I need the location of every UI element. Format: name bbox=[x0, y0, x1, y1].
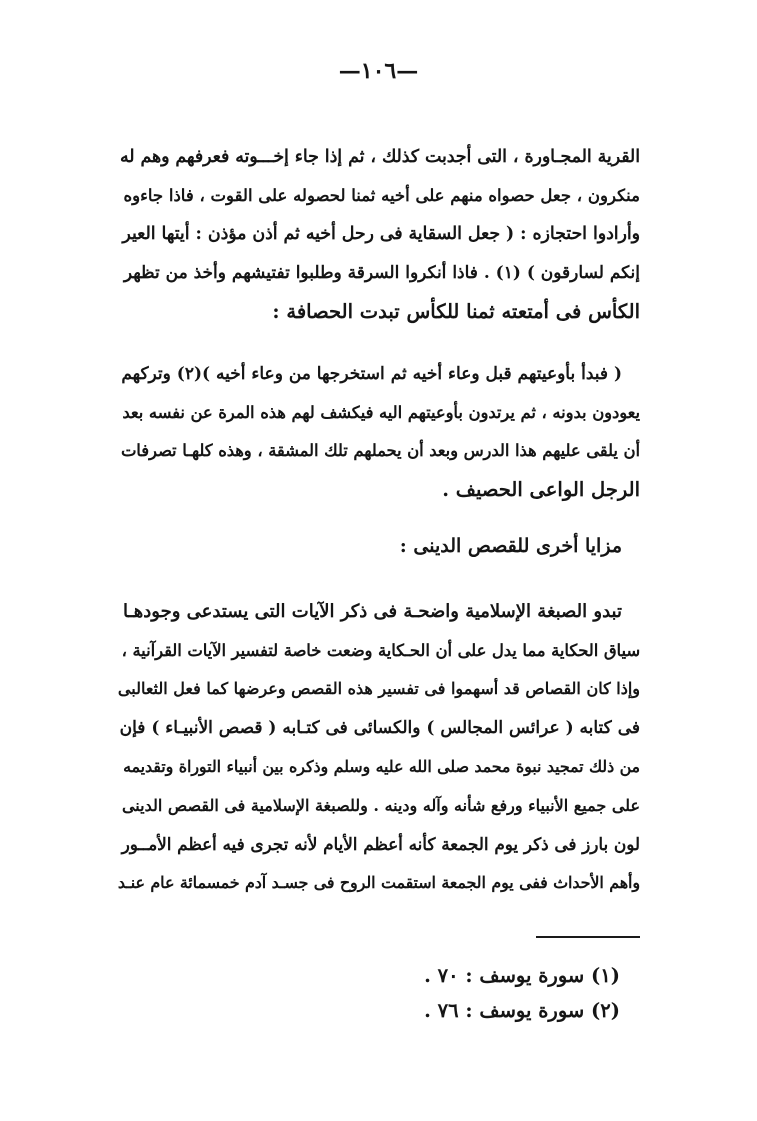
paragraph-1 bbox=[118, 138, 640, 332]
footnote-2: (٢) سورة يوسف : ٧٦ . bbox=[424, 999, 620, 1022]
text-line: وأهم الأحداث ففى يوم الجمعة استقمت الروح فى جسـد آدم خمسمائة عام عنـد bbox=[118, 872, 640, 892]
text-line: أن يلقى عليهم هذا الدرس وبعد أن يحملهم تلك المشقة ، وهذه كلهـا تصرفات bbox=[120, 441, 640, 461]
text-line: الكأس فى أمتعته ثمنا للكأس تبدت الحصافة : bbox=[272, 299, 640, 323]
paragraph-2 bbox=[118, 355, 640, 510]
text-line: إنكم لسارقون ) (١) . فاذا أنكروا السرقة وطلبوا تفتيشهم وأخذ من تظهر bbox=[123, 263, 640, 284]
page-number: —١٠٦— bbox=[338, 58, 419, 84]
text-line: الرجل الواعى الحصيف . bbox=[442, 478, 640, 502]
text-line: تبدو الصبغة الإسلامية واضحـة فى ذكر الآيات التى يستدعى وجودهـا bbox=[123, 601, 622, 622]
text-line: من ذلك تمجيد نبوة محمد صلى الله عليه وسلم وذكره بين أنبياء التوراة وتقديمه bbox=[123, 756, 640, 776]
text-line: وإذا كان القصاص قد أسهموا فى تفسير هذه القصص وعرضها كما فعل الثعالبى bbox=[118, 679, 640, 699]
footnote-divider bbox=[536, 936, 640, 938]
footnote-1: (١) سورة يوسف : ٧٠ . bbox=[424, 964, 620, 987]
text-line: لون بارز فى ذكر يوم الجمعة كأنه أعظم الأيام لأنه تجرى فيه أعظم الأمــور bbox=[121, 834, 640, 855]
paragraph-3 bbox=[118, 593, 640, 903]
text-line: وأرادوا احتجازه : ( جعل السقاية فى رحل أخيه ثم أذن مؤذن : أيتها العير bbox=[122, 224, 640, 245]
text-line: القرية المجـاورة ، التى أجدبت كذلك ، ثم إذا جاء إخـــوته فعرفهم وهم له bbox=[120, 147, 640, 167]
section-heading: مزايا أخرى للقصص الدينى : bbox=[399, 535, 622, 557]
footnotes bbox=[300, 958, 620, 1028]
text-line: منكرون ، جعل حصواه منهم على أخيه ثمنا لحصوله على القوت ، فاذا جاءوه bbox=[123, 185, 640, 205]
text-line: فى كتابه ( عرائس المجالس ) والكسائى فى كتـابه ( قصص الأنبيـاء ) فإن bbox=[119, 718, 640, 739]
text-line: ( فبدأ بأوعيتهم قبل وعاء أخيه ثم استخرجها من وعاء أخيه )(٢) وتركهم bbox=[121, 364, 622, 384]
text-line: يعودون بدونه ، ثم يرتدون بأوعيتهم اليه فيكشف لهم هذه المرة عن نفسه بعد bbox=[122, 402, 640, 422]
text-line: سياق الحكاية مما يدل على أن الحـكاية وضعت خاصة لتفسير الآيات القرآنية ، bbox=[121, 640, 640, 660]
text-line: على جميع الأنبياء ورفع شأنه وآله ودينه . وللصبغة الإسلامية فى القصص الدينى bbox=[121, 795, 640, 815]
